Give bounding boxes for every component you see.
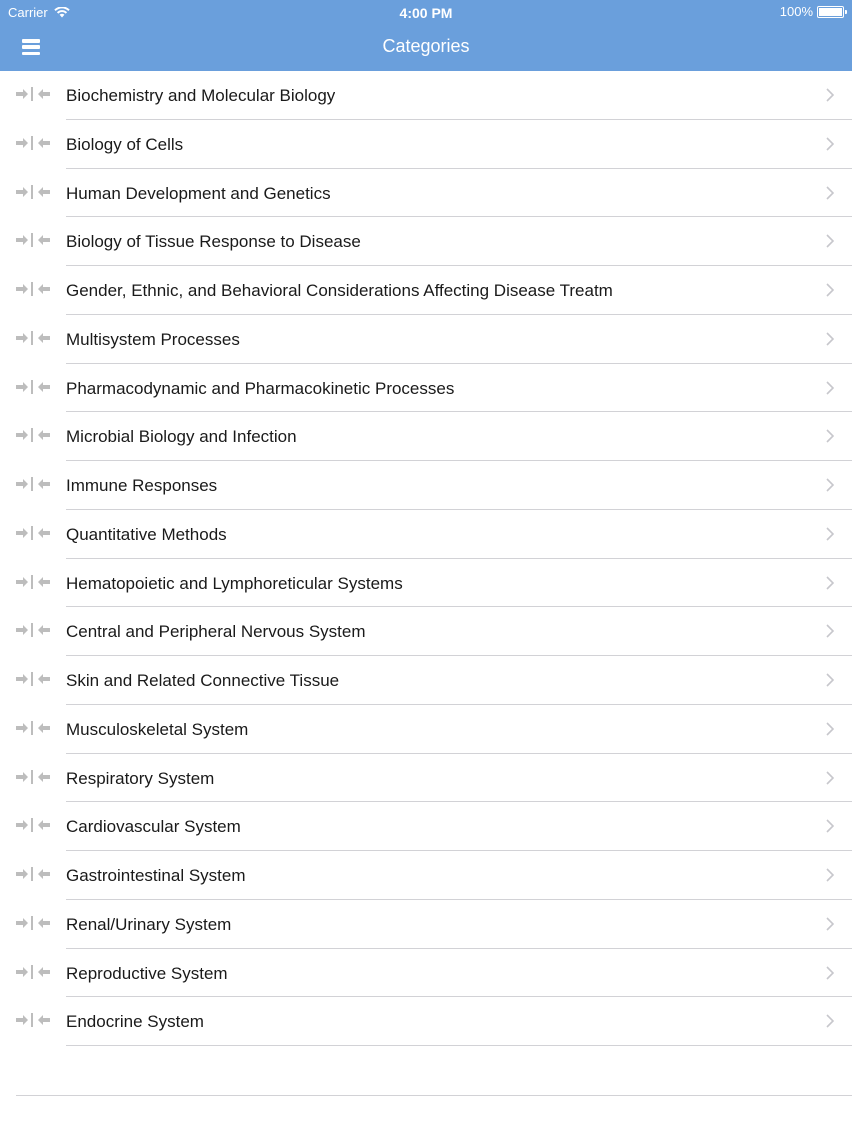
category-row[interactable] xyxy=(0,754,852,803)
category-row[interactable] xyxy=(0,461,852,510)
category-row[interactable] xyxy=(0,949,852,998)
category-row[interactable] xyxy=(0,71,852,120)
chevron-right-icon xyxy=(826,624,834,638)
reorder-handle-icon[interactable] xyxy=(16,916,52,930)
battery-indicator xyxy=(780,4,844,19)
reorder-handle-icon[interactable] xyxy=(16,331,52,345)
chevron-right-icon xyxy=(826,917,834,931)
category-row[interactable] xyxy=(0,412,852,461)
chevron-right-icon xyxy=(826,868,834,882)
category-row[interactable] xyxy=(0,559,852,608)
category-row[interactable] xyxy=(0,217,852,266)
navigation-bar xyxy=(0,24,852,71)
reorder-handle-icon[interactable] xyxy=(16,87,52,101)
chevron-right-icon xyxy=(826,429,834,443)
reorder-handle-icon[interactable] xyxy=(16,136,52,150)
chevron-right-icon xyxy=(826,186,834,200)
category-label: Biology of Cells xyxy=(66,134,184,154)
category-label: Cardiovascular System xyxy=(66,817,241,837)
chevron-right-icon xyxy=(826,673,834,687)
reorder-handle-icon[interactable] xyxy=(16,428,52,442)
chevron-right-icon xyxy=(826,1014,834,1028)
category-row[interactable] xyxy=(0,802,852,851)
chevron-right-icon xyxy=(826,722,834,736)
category-label: Gastrointestinal System xyxy=(66,866,246,885)
chevron-right-icon xyxy=(826,88,834,102)
category-label: Respiratory System xyxy=(66,768,215,788)
category-row[interactable] xyxy=(0,656,852,705)
category-row[interactable] xyxy=(0,705,852,754)
category-label: Quantitative Methods xyxy=(66,524,227,544)
chevron-right-icon xyxy=(826,576,834,590)
status-time: 4:00 PM xyxy=(399,5,453,21)
category-row[interactable] xyxy=(0,266,852,315)
reorder-handle-icon[interactable] xyxy=(16,867,52,881)
chevron-right-icon xyxy=(826,283,834,297)
category-list xyxy=(0,71,852,1046)
category-row[interactable] xyxy=(0,997,852,1046)
category-label: Biochemistry and Molecular Biology xyxy=(66,86,336,105)
row-divider xyxy=(66,1045,852,1046)
chevron-right-icon xyxy=(826,527,834,541)
reorder-handle-icon[interactable] xyxy=(16,233,52,247)
category-label: Endocrine System xyxy=(66,1012,204,1032)
status-bar xyxy=(0,0,852,24)
category-row[interactable] xyxy=(0,900,852,949)
chevron-right-icon xyxy=(826,332,834,346)
category-label: Microbial Biology and Infection xyxy=(66,427,297,447)
category-row[interactable] xyxy=(0,315,852,364)
category-row[interactable] xyxy=(0,607,852,656)
category-row[interactable] xyxy=(0,169,852,218)
category-label: Skin and Related Connective Tissue xyxy=(66,671,340,690)
chevron-right-icon xyxy=(826,819,834,833)
reorder-handle-icon[interactable] xyxy=(16,526,52,540)
battery-icon xyxy=(817,6,844,18)
category-label: Biology of Tissue Response to Disease xyxy=(66,232,361,252)
chevron-right-icon xyxy=(826,234,834,248)
category-label: Hematopoietic and Lymphoreticular Systems xyxy=(66,573,403,593)
list-footer-divider xyxy=(16,1095,852,1096)
chevron-right-icon xyxy=(826,137,834,151)
reorder-handle-icon[interactable] xyxy=(16,623,52,637)
reorder-handle-icon[interactable] xyxy=(16,770,52,784)
category-row[interactable] xyxy=(0,510,852,559)
reorder-handle-icon[interactable] xyxy=(16,185,52,199)
category-label: Musculoskeletal System xyxy=(66,719,249,739)
chevron-right-icon xyxy=(826,478,834,492)
category-label: Gender, Ethnic, and Behavioral Considerations Affecting Disease Treatm xyxy=(66,281,613,300)
chevron-right-icon xyxy=(826,381,834,395)
reorder-handle-icon[interactable] xyxy=(16,818,52,832)
reorder-handle-icon[interactable] xyxy=(16,282,52,296)
reorder-handle-icon[interactable] xyxy=(16,672,52,686)
reorder-handle-icon[interactable] xyxy=(16,721,52,735)
category-row[interactable] xyxy=(0,120,852,169)
page-title: Categories xyxy=(382,36,470,56)
category-label: Pharmacodynamic and Pharmacokinetic Processes xyxy=(66,378,455,398)
category-label: Human Development and Genetics xyxy=(66,183,331,203)
top-bar xyxy=(0,0,852,71)
reorder-handle-icon[interactable] xyxy=(16,965,52,979)
reorder-handle-icon[interactable] xyxy=(16,380,52,394)
category-label: Renal/Urinary System xyxy=(66,914,232,934)
carrier-label: Carrier xyxy=(8,5,48,20)
reorder-handle-icon[interactable] xyxy=(16,575,52,589)
reorder-handle-icon[interactable] xyxy=(16,1013,52,1027)
battery-percent: 100% xyxy=(779,4,813,19)
category-label: Multisystem Processes xyxy=(66,329,240,349)
chevron-right-icon xyxy=(826,771,834,785)
category-label: Reproductive System xyxy=(66,963,228,983)
category-row[interactable] xyxy=(0,851,852,900)
chevron-right-icon xyxy=(826,966,834,980)
reorder-handle-icon[interactable] xyxy=(16,477,52,491)
category-row[interactable] xyxy=(0,364,852,413)
category-label: Immune Responses xyxy=(66,476,218,495)
category-label: Central and Peripheral Nervous System xyxy=(66,622,366,642)
